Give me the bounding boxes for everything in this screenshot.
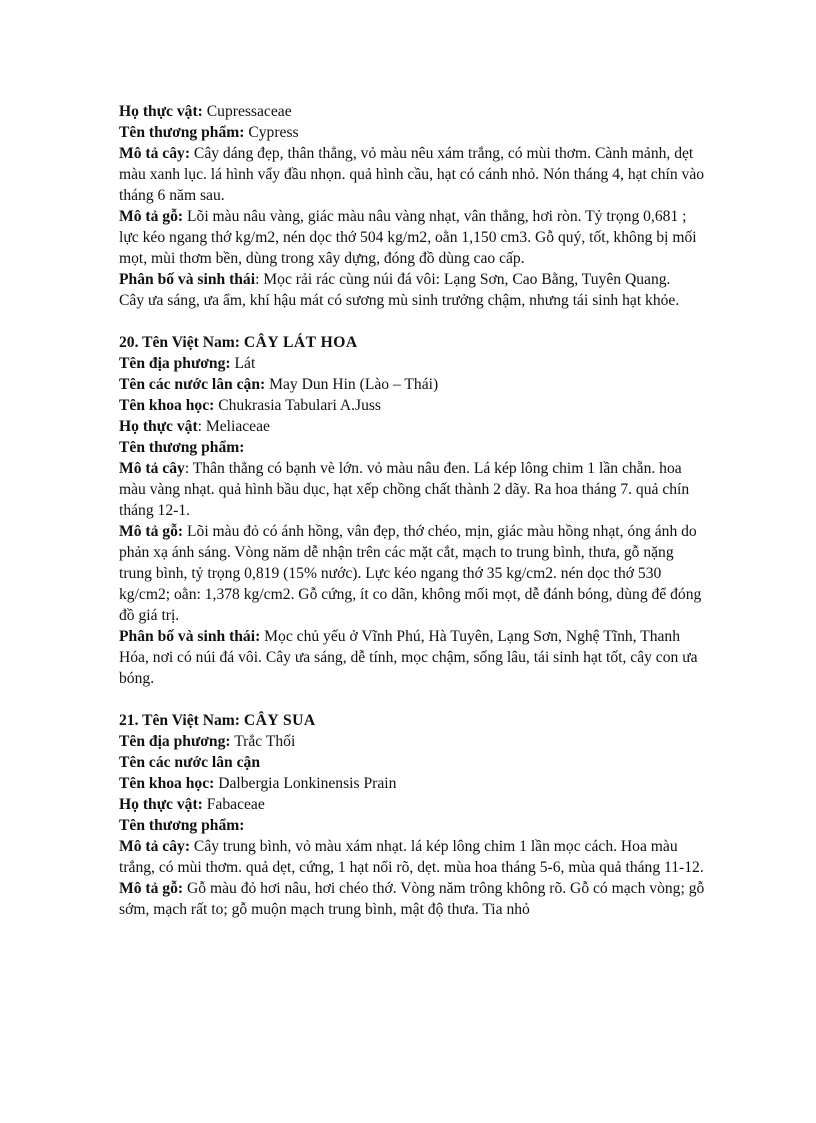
field-label: Tên khoa học: [119, 775, 215, 792]
neighbor-names-line [119, 752, 709, 773]
field-label: Mô tả gỗ: [119, 880, 184, 897]
field-value: : Meliaceae [197, 418, 270, 435]
trade-name-line [119, 437, 709, 458]
field-value: Cupressaceae [202, 103, 292, 120]
field-label: Mô tả cây [119, 460, 185, 477]
entry-heading [119, 710, 709, 731]
field-label: Phân bố và sinh thái [119, 271, 256, 288]
field-value: Lát [230, 355, 256, 372]
family-line [119, 794, 709, 815]
field-label: Tên các nước lân cận [119, 754, 261, 771]
wood-description [119, 206, 709, 269]
field-value: Gỗ màu đỏ hơi nâu, hơi chéo thớ. Vòng năm trông không rõ. Gỗ có mạch vòng; gỗ sớm, mạch rất to; gỗ muộn mạch trung bình, mật độ thưa. Tia nhỏ [119, 880, 705, 918]
field-label: Phân bố và sinh thái: [119, 628, 261, 645]
field-label: Tên khoa học: [119, 397, 215, 414]
field-value: Fabaceae [202, 796, 265, 813]
wood-description [119, 521, 709, 626]
field-value: May Dun Hin (Lào – Thái) [265, 376, 439, 393]
tree-description [119, 458, 709, 521]
entry-heading-name: CÂY LÁT HOA [243, 334, 358, 351]
field-label: Mô tả gỗ: [119, 208, 184, 225]
local-name-line [119, 731, 709, 752]
neighbor-names-line [119, 374, 709, 395]
family-line [119, 416, 709, 437]
trade-name-line [119, 815, 709, 836]
field-label: Mô tả cây: [119, 838, 191, 855]
distribution-ecology [119, 269, 709, 290]
field-label: Họ thực vật [119, 418, 198, 435]
field-value: Mọc chủ yếu ở Vĩnh Phú, Hà Tuyên, Lạng Sơn, Nghệ Tĩnh, Thanh Hóa, nơi có núi đá vôi. Cây ưa sáng, dễ tính, mọc chậm, sống lâu, tái sinh hạt tốt, cây con ưa bóng. [119, 628, 698, 687]
field-label: Mô tả cây: [119, 145, 191, 162]
tree-description [119, 836, 709, 878]
distribution-ecology [119, 626, 709, 689]
entry-heading-prefix: 20. Tên Việt Nam: [119, 334, 244, 351]
family-line [119, 101, 709, 122]
entry-heading [119, 332, 709, 353]
scientific-name-line [119, 773, 709, 794]
field-value: : Mọc rải rác cùng núi đá vôi: Lạng Sơn, Cao Bằng, Tuyên Quang. [255, 271, 671, 288]
field-label: Tên thương phẩm: [119, 817, 245, 834]
field-value: Lõi màu đỏ có ánh hồng, vân đẹp, thớ chéo, mịn, giác màu hồng nhạt, óng ánh do phản xạ ánh sáng. Vòng năm dễ nhận trên các mặt cắt, mạch to trung bình, thưa, gỗ nặng trung bình, tỷ trọng 0,819 (15% nước). Lực kéo ngang thớ 35 kg/cm2. nén dọc thớ 530 kg/cm2; oằn: 1,378 kg/cm2. Gỗ cứng, ít co dãn, không mối mọt, dễ đánh bóng, dùng để đóng đồ giá trị. [119, 523, 702, 624]
field-label: Tên thương phẩm: [119, 439, 245, 456]
field-label: Họ thực vật: [119, 796, 203, 813]
field-value: : Thân thẳng có bạnh vè lớn. vỏ màu nâu đen. Lá kép lông chim 1 lần chẵn. hoa màu vàng nhạt. quả hình bầu dục, hạt xếp chồng chất thành 2 dãy. Ra hoa tháng 7. quả chín tháng 12-1. [119, 460, 690, 519]
entry-heading-name: CÂY SUA [243, 712, 316, 729]
ecology-note: Cây ưa sáng, ưa ẩm, khí hậu mát có sương mù sinh trưởng chậm, nhưng tái sinh hạt khỏe. [119, 292, 680, 309]
field-value: Trắc Thối [230, 733, 296, 750]
field-value: Chukrasia Tabulari A.Juss [214, 397, 382, 414]
wood-description [119, 878, 709, 920]
field-label: Mô tả gỗ: [119, 523, 184, 540]
local-name-line [119, 353, 709, 374]
entry-heading-prefix: 21. Tên Việt Nam: [119, 712, 244, 729]
field-label: Tên thương phẩm: [119, 124, 245, 141]
field-label: Họ thực vật: [119, 103, 203, 120]
field-value: Cây dáng đẹp, thân thẳng, vỏ màu nêu xám trắng, có mùi thơm. Cành mảnh, dẹt màu xanh lục. lá hình vẩy đầu nhọn. quả hình cầu, hạt có cánh nhỏ. Nón tháng 4, hạt chín vào tháng 6 năm sau. [119, 145, 705, 204]
trade-name-line [119, 122, 709, 143]
field-value: Cypress [244, 124, 299, 141]
document-body [119, 101, 709, 920]
field-value: Dalbergia Lonkinensis Prain [214, 775, 397, 792]
spacer [119, 311, 709, 332]
field-label: Tên địa phương: [119, 355, 231, 372]
spacer [119, 689, 709, 710]
tree-description [119, 143, 709, 206]
scientific-name-line [119, 395, 709, 416]
field-value: Lõi màu nâu vàng, giác màu nâu vàng nhạt, vân thẳng, hơi ròn. Tỷ trọng 0,681 ; lực kéo ngang thớ kg/m2, nén dọc thớ 504 kg/m2, oằn 1,150 cm3. Gỗ quý, tốt, không bị mối mọt, mùi thơm bền, dùng trong xây dựng, đóng đồ dùng cao cấp. [119, 208, 697, 267]
field-value: Cây trung bình, vỏ màu xám nhạt. lá kép lông chim 1 lần mọc cách. Hoa màu trắng, có mùi thơm. quả dẹt, cứng, 1 hạt nổi rõ, dẹt. mùa hoa tháng 5-6, mùa quả tháng 11-12. [119, 838, 704, 876]
field-label: Tên các nước lân cận: [119, 376, 266, 393]
field-label: Tên địa phương: [119, 733, 231, 750]
